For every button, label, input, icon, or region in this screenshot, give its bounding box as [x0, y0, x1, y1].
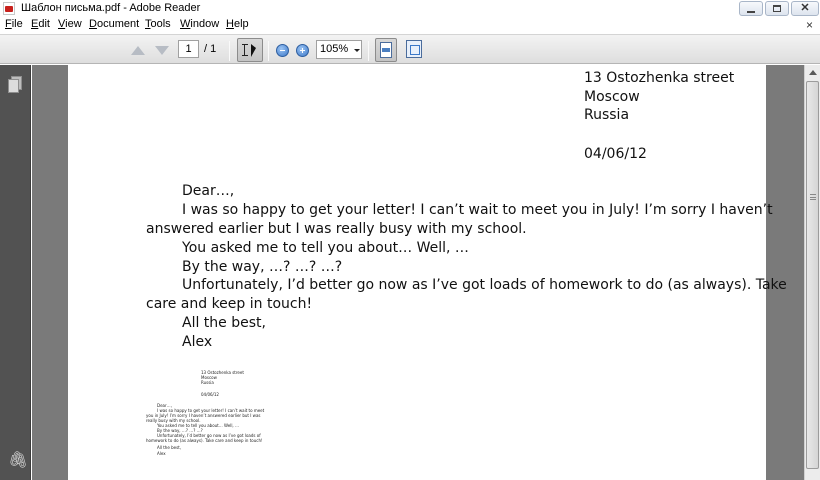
page-total: / 1	[204, 43, 217, 55]
minimize-icon	[747, 11, 755, 13]
thumbnail-line: All the best,	[157, 445, 181, 450]
thumbnail-line: really busy with my school.	[146, 418, 201, 423]
fit-page-icon	[380, 42, 392, 58]
letter-line: answered earlier but I was really busy with my school.	[146, 221, 527, 237]
thumbnail-line: Unfortunately, I’d better go now as I’ve got loads of	[157, 433, 261, 438]
thumbnail-line: I was so happy to get your letter! I can’t wait to meet	[157, 408, 265, 413]
thumbnail-address-line: Moscow	[201, 375, 217, 380]
menu-bar	[0, 17, 820, 34]
thumbnail-date: 04/06/12	[201, 392, 219, 397]
thumbnail-line: homework to do (as always). Take care and keep in touch!	[146, 438, 263, 443]
letter-line: care and keep in touch!	[146, 296, 313, 312]
zoom-select[interactable]	[316, 40, 362, 59]
minimize-button[interactable]	[739, 1, 763, 16]
previous-page-icon[interactable]	[129, 39, 147, 61]
adobe-reader-icon	[3, 2, 15, 15]
thumbnail-line: You asked me to tell you about… Well, …	[157, 423, 239, 428]
toolbar-divider	[368, 41, 369, 61]
document-area[interactable]	[32, 65, 804, 480]
letter-line: Unfortunately, I’d better go now as I’ve got loads of homework to do (as always). Take	[182, 277, 787, 293]
page-number-input[interactable]: 1	[178, 40, 199, 58]
window-title: Шаблон письма.pdf - Adobe Reader	[21, 2, 201, 14]
letter-date: 04/06/12	[584, 146, 647, 162]
letter-line: I was so happy to get your letter! I can’t wait to meet you in July! I’m sorry I haven’t	[182, 202, 773, 218]
maximize-button[interactable]	[765, 1, 789, 16]
menu-tools[interactable]: Tools	[145, 18, 171, 30]
toolbar	[0, 34, 820, 64]
vertical-scrollbar[interactable]	[804, 65, 820, 480]
select-tool-button[interactable]	[237, 38, 263, 62]
menu-edit[interactable]: Edit	[31, 18, 50, 30]
title-bar	[0, 0, 820, 17]
maximize-icon	[773, 5, 781, 12]
thumbnail-line: you in July! I’m sorry I haven’t answered earlier but I was	[146, 413, 261, 418]
thumbnail-line: Dear…,	[157, 403, 172, 408]
close-icon: ✕	[800, 2, 810, 14]
address-line: Moscow	[584, 89, 640, 105]
scroll-up-icon[interactable]	[809, 70, 817, 75]
letter-line: Dear…,	[182, 183, 235, 199]
attachment-icon[interactable]: 🖇	[8, 452, 29, 469]
toolbar-divider	[268, 41, 269, 61]
letter-line: Alex	[182, 334, 213, 350]
menu-file[interactable]: File	[5, 18, 23, 30]
address-line: Russia	[584, 107, 630, 123]
menu-help[interactable]: Help	[226, 18, 249, 30]
thumbnail-line: By the way, …? …? …?	[157, 428, 203, 433]
next-page-icon[interactable]	[153, 39, 171, 61]
thumbnail-address-line: Russia	[201, 380, 214, 385]
letter-line: All the best,	[182, 315, 266, 331]
zoom-value: 105%	[320, 43, 349, 55]
grip-icon	[810, 194, 816, 200]
letter-line: By the way, …? …? …?	[182, 259, 343, 275]
letter-line: You asked me to tell you about… Well, …	[182, 240, 469, 256]
close-document-icon[interactable]: ×	[806, 18, 814, 32]
thumbnail-address-line: 13 Ostozhenka street	[201, 370, 244, 375]
close-button[interactable]	[791, 1, 819, 16]
zoom-out-icon[interactable]	[276, 44, 289, 57]
fit-page-button[interactable]	[375, 38, 397, 62]
toolbar-divider	[229, 41, 230, 61]
menu-window[interactable]: Window	[180, 18, 220, 30]
scrollbar-thumb[interactable]	[806, 81, 819, 469]
pages-icon[interactable]	[8, 76, 22, 93]
text-select-icon	[244, 44, 250, 56]
cursor-icon	[251, 44, 256, 57]
address-line: 13 Ostozhenka street	[584, 70, 735, 86]
menu-view[interactable]: View	[58, 18, 82, 30]
navigation-panel	[0, 65, 31, 480]
full-screen-icon[interactable]	[406, 40, 422, 58]
zoom-in-icon[interactable]	[296, 44, 309, 57]
thumbnail-line: Alex	[157, 451, 166, 456]
pdf-page	[68, 65, 787, 480]
chevron-down-icon	[354, 49, 360, 52]
page-front-shape	[8, 79, 19, 93]
menu-document[interactable]: Document	[89, 18, 140, 30]
